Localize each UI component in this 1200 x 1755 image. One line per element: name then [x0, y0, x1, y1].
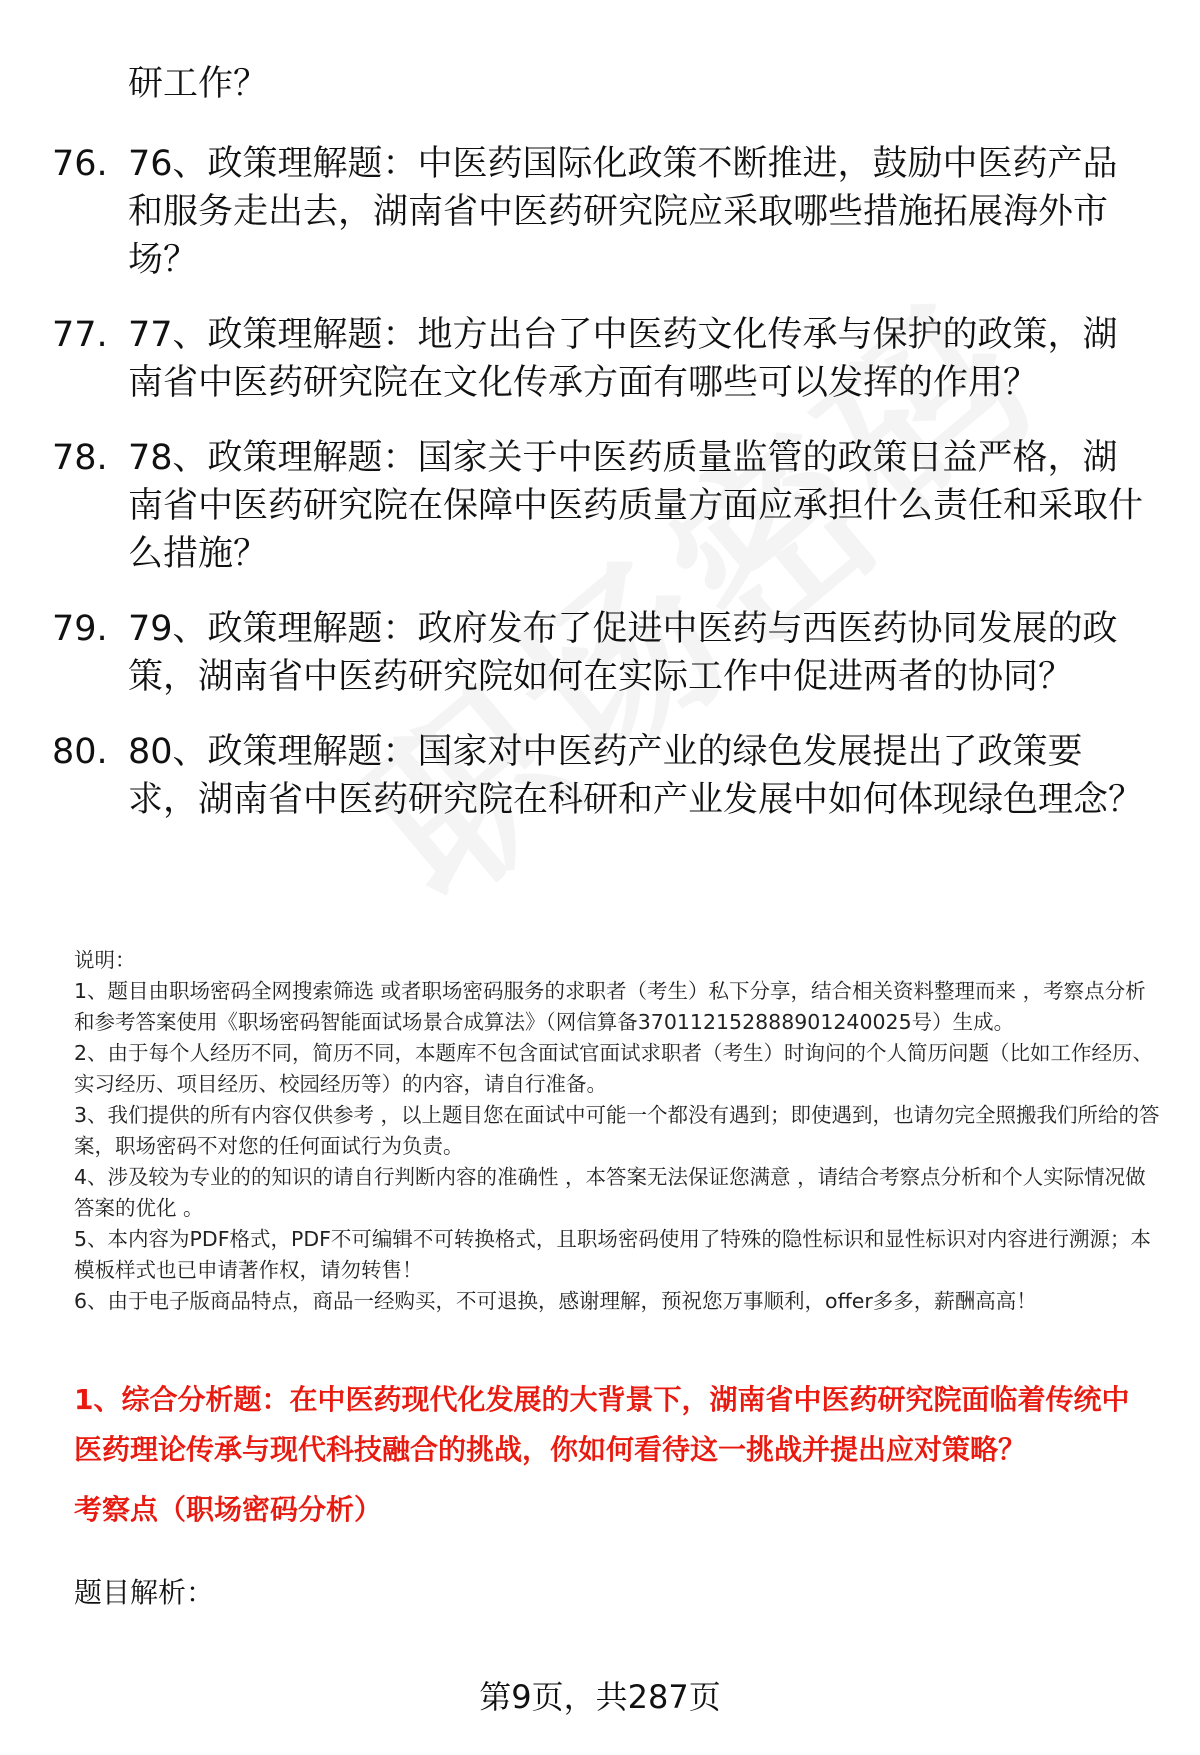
- question-text: 76、政策理解题：中医药国际化政策不断推进，鼓励中医药产品和服务走出去，湖南省中医药研究院应采取哪些措施拓展海外市场？: [128, 144, 1118, 280]
- question-item: [0, 311, 1200, 407]
- question-text: 80、政策理解题：国家对中医药产业的绿色发展提出了政策要求，湖南省中医药研究院在科研和产业发展中如何体现绿色理念？: [128, 732, 1144, 820]
- page-footer: 第9页，共287页: [479, 1678, 721, 1716]
- note-item: 2、由于每个人经历不同，简历不同，本题库不包含面试官面试求职者（考生）时询问的个人简历问题（比如工作经历、实习经历、项目经历、校园经历等）的内容，请自行准备。: [74, 1041, 1154, 1096]
- question-item: [0, 728, 1200, 824]
- question-item: [0, 140, 1200, 284]
- question-item: [0, 434, 1200, 578]
- question-text: 78、政策理解题：国家关于中医药质量监管的政策日益严格，湖南省中医药研究院在保障中医药质量方面应承担什么责任和采取什么措施？: [128, 438, 1144, 574]
- highlight-question: 1、综合分析题：在中医药现代化发展的大背景下，湖南省中医药研究院面临着传统中医药理论传承与现代科技融合的挑战，你如何看待这一挑战并提出应对策略？: [74, 1383, 1130, 1466]
- note-item: 5、本内容为PDF格式，PDF不可编辑不可转换格式，且职场密码使用了特殊的隐性标识和显性标识对内容进行溯源；本模板样式也已申请著作权，请勿转售！: [74, 1227, 1151, 1282]
- question-text: 77、政策理解题：地方出台了中医药文化传承与保护的政策，湖南省中医药研究院在文化传承方面有哪些可以发挥的作用？: [128, 315, 1118, 403]
- note-item: 3、我们提供的所有内容仅供参考 ，以上题目您在面试中可能一个都没有遇到；即使遇到，也请勿完全照搬我们所给的答案，职场密码不对您的任何面试行为负责。: [74, 1103, 1160, 1158]
- question-number: 78.: [52, 438, 108, 478]
- note-item: 6、由于电子版商品特点，商品一经购买，不可退换，感谢理解，预祝您万事顺利，offer多多，薪酬高高！: [74, 1289, 1037, 1313]
- question-list: [0, 140, 1200, 851]
- question-item: [0, 605, 1200, 701]
- question-number: 77.: [52, 315, 108, 355]
- notes-title: 说明：: [74, 948, 136, 972]
- question-number: 80.: [52, 732, 108, 772]
- question-text: 79、政策理解题：政府发布了促进中医药与西医药协同发展的政策，湖南省中医药研究院如何在实际工作中促进两者的协同？: [128, 609, 1118, 697]
- exam-point-heading: 考察点（职场密码分析）: [74, 1493, 383, 1526]
- notes-section: [74, 945, 1160, 1317]
- continued-question-text: 研工作？: [128, 64, 269, 104]
- analysis-label: 题目解析：: [74, 1576, 215, 1609]
- question-number: 79.: [52, 609, 108, 649]
- question-number: 76.: [52, 144, 108, 184]
- note-item: 1、题目由职场密码全网搜索筛选 或者职场密码服务的求职者（考生）私下分享，结合相关资料整理而来 ，考察点分析和参考答案使用《职场密码智能面试场景合成算法》（网信算备370112152888901240025号）生成。: [74, 979, 1146, 1034]
- note-item: 4、涉及较为专业的的知识的请自行判断内容的准确性 ，本答案无法保证您满意 ，请结合考察点分析和个人实际情况做答案的优化 。: [74, 1165, 1146, 1220]
